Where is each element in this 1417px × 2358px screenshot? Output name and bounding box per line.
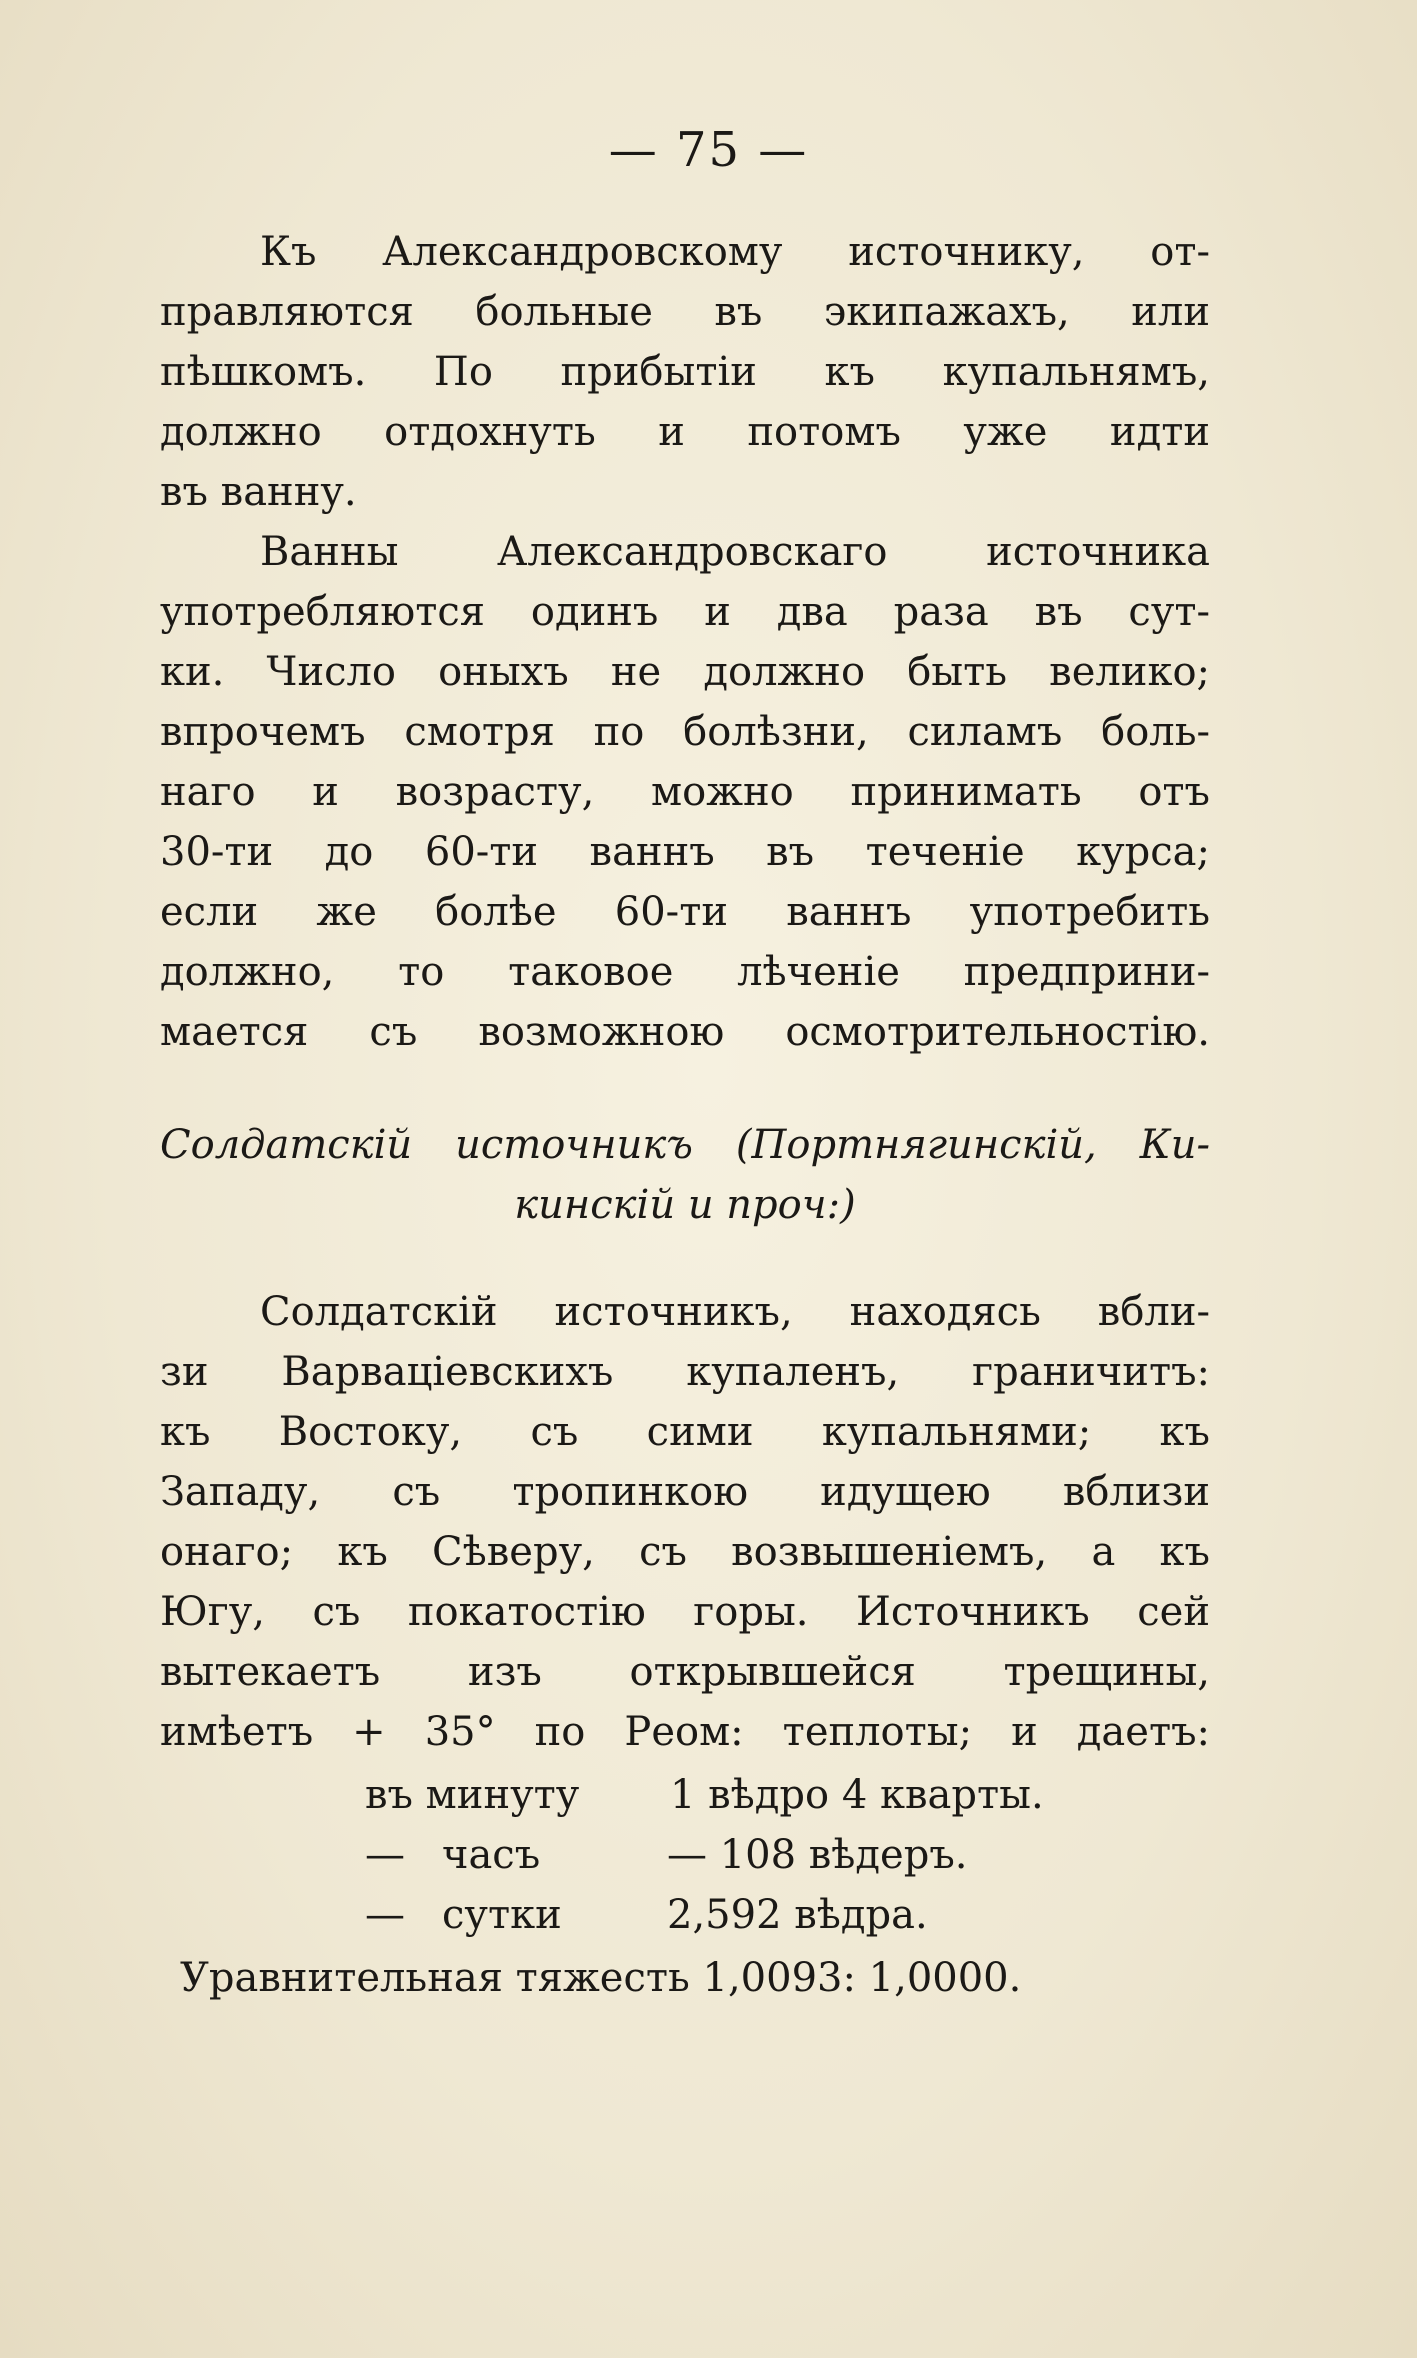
text-line: имѣетъ + 35° по Реом: теплоты; и даетъ: [160, 1709, 1210, 1755]
yield-amount: — 108 вѣдеръ. [667, 1832, 968, 1878]
yield-amount: 2,592 вѣдра. [667, 1892, 928, 1938]
text-line: ки. Число оныхъ не должно быть велико; [160, 649, 1210, 695]
text-line: должно, то таковое лѣченіе предприни- [160, 949, 1210, 995]
text-line: вытекаетъ изъ открывшейся трещины, [160, 1649, 1210, 1695]
ditto-mark: — [365, 1832, 405, 1878]
section-heading [160, 1115, 1210, 1235]
text-line: Къ Александровскому источнику, от- [260, 229, 1210, 275]
yield-period: часъ [442, 1832, 541, 1878]
heading-line: кинскій и проч:) [514, 1182, 856, 1228]
yield-row-hour [365, 1832, 968, 1878]
text-line: въ ванну. [160, 469, 357, 515]
heading-line: Солдатскій источникъ (Портнягинскій, Ки- [160, 1122, 1210, 1168]
text-line: зи Варваціевскихъ купаленъ, граничитъ: [160, 1349, 1210, 1395]
paragraph-soldatsky-description [160, 1282, 1210, 1762]
text-line: мается съ возможною осмотрительностію. [160, 1009, 1210, 1055]
yield-period: сутки [442, 1892, 562, 1938]
text-line: Солдатскій источникъ, находясь вбли- [260, 1289, 1210, 1335]
specific-gravity-line: Уравнительная тяжесть 1,0093: 1,0000. [180, 1955, 1022, 2001]
yield-amount: 1 вѣдро 4 кварты. [670, 1772, 1044, 1818]
text-line: пѣшкомъ. По прибытіи къ купальнямъ, [160, 349, 1210, 395]
yield-period: въ минуту [365, 1772, 580, 1818]
text-line: 30-ти до 60-ти ваннъ въ теченіе курса; [160, 829, 1210, 875]
paragraph-alexandrovsky-baths [160, 522, 1210, 1062]
ditto-mark: — [365, 1892, 405, 1938]
text-line: если же болѣе 60-ти ваннъ употребить [160, 889, 1210, 935]
page-number: — 75 — [608, 122, 809, 178]
text-line: Западу, съ тропинкою идущею вблизи [160, 1469, 1210, 1515]
yield-row-day [365, 1892, 928, 1938]
text-line: къ Востоку, съ сими купальнями; къ [160, 1409, 1210, 1455]
text-line: правляются больные въ экипажахъ, или [160, 289, 1210, 335]
text-line: впрочемъ смотря по болѣзни, силамъ боль- [160, 709, 1210, 755]
text-line: онаго; къ Сѣверу, съ возвышеніемъ, а къ [160, 1529, 1210, 1575]
text-line: должно отдохнуть и потомъ уже идти [160, 409, 1210, 455]
text-line: Ванны Александровскаго источника [260, 529, 1210, 575]
yield-row-minute [365, 1772, 1044, 1818]
text-line: Югу, съ покатостію горы. Источникъ сей [160, 1589, 1210, 1635]
text-line: наго и возрасту, можно принимать отъ [160, 769, 1210, 815]
paragraph-alexandrovsky-access [160, 222, 1210, 522]
text-line: употребляются одинъ и два раза въ сут- [160, 589, 1210, 635]
